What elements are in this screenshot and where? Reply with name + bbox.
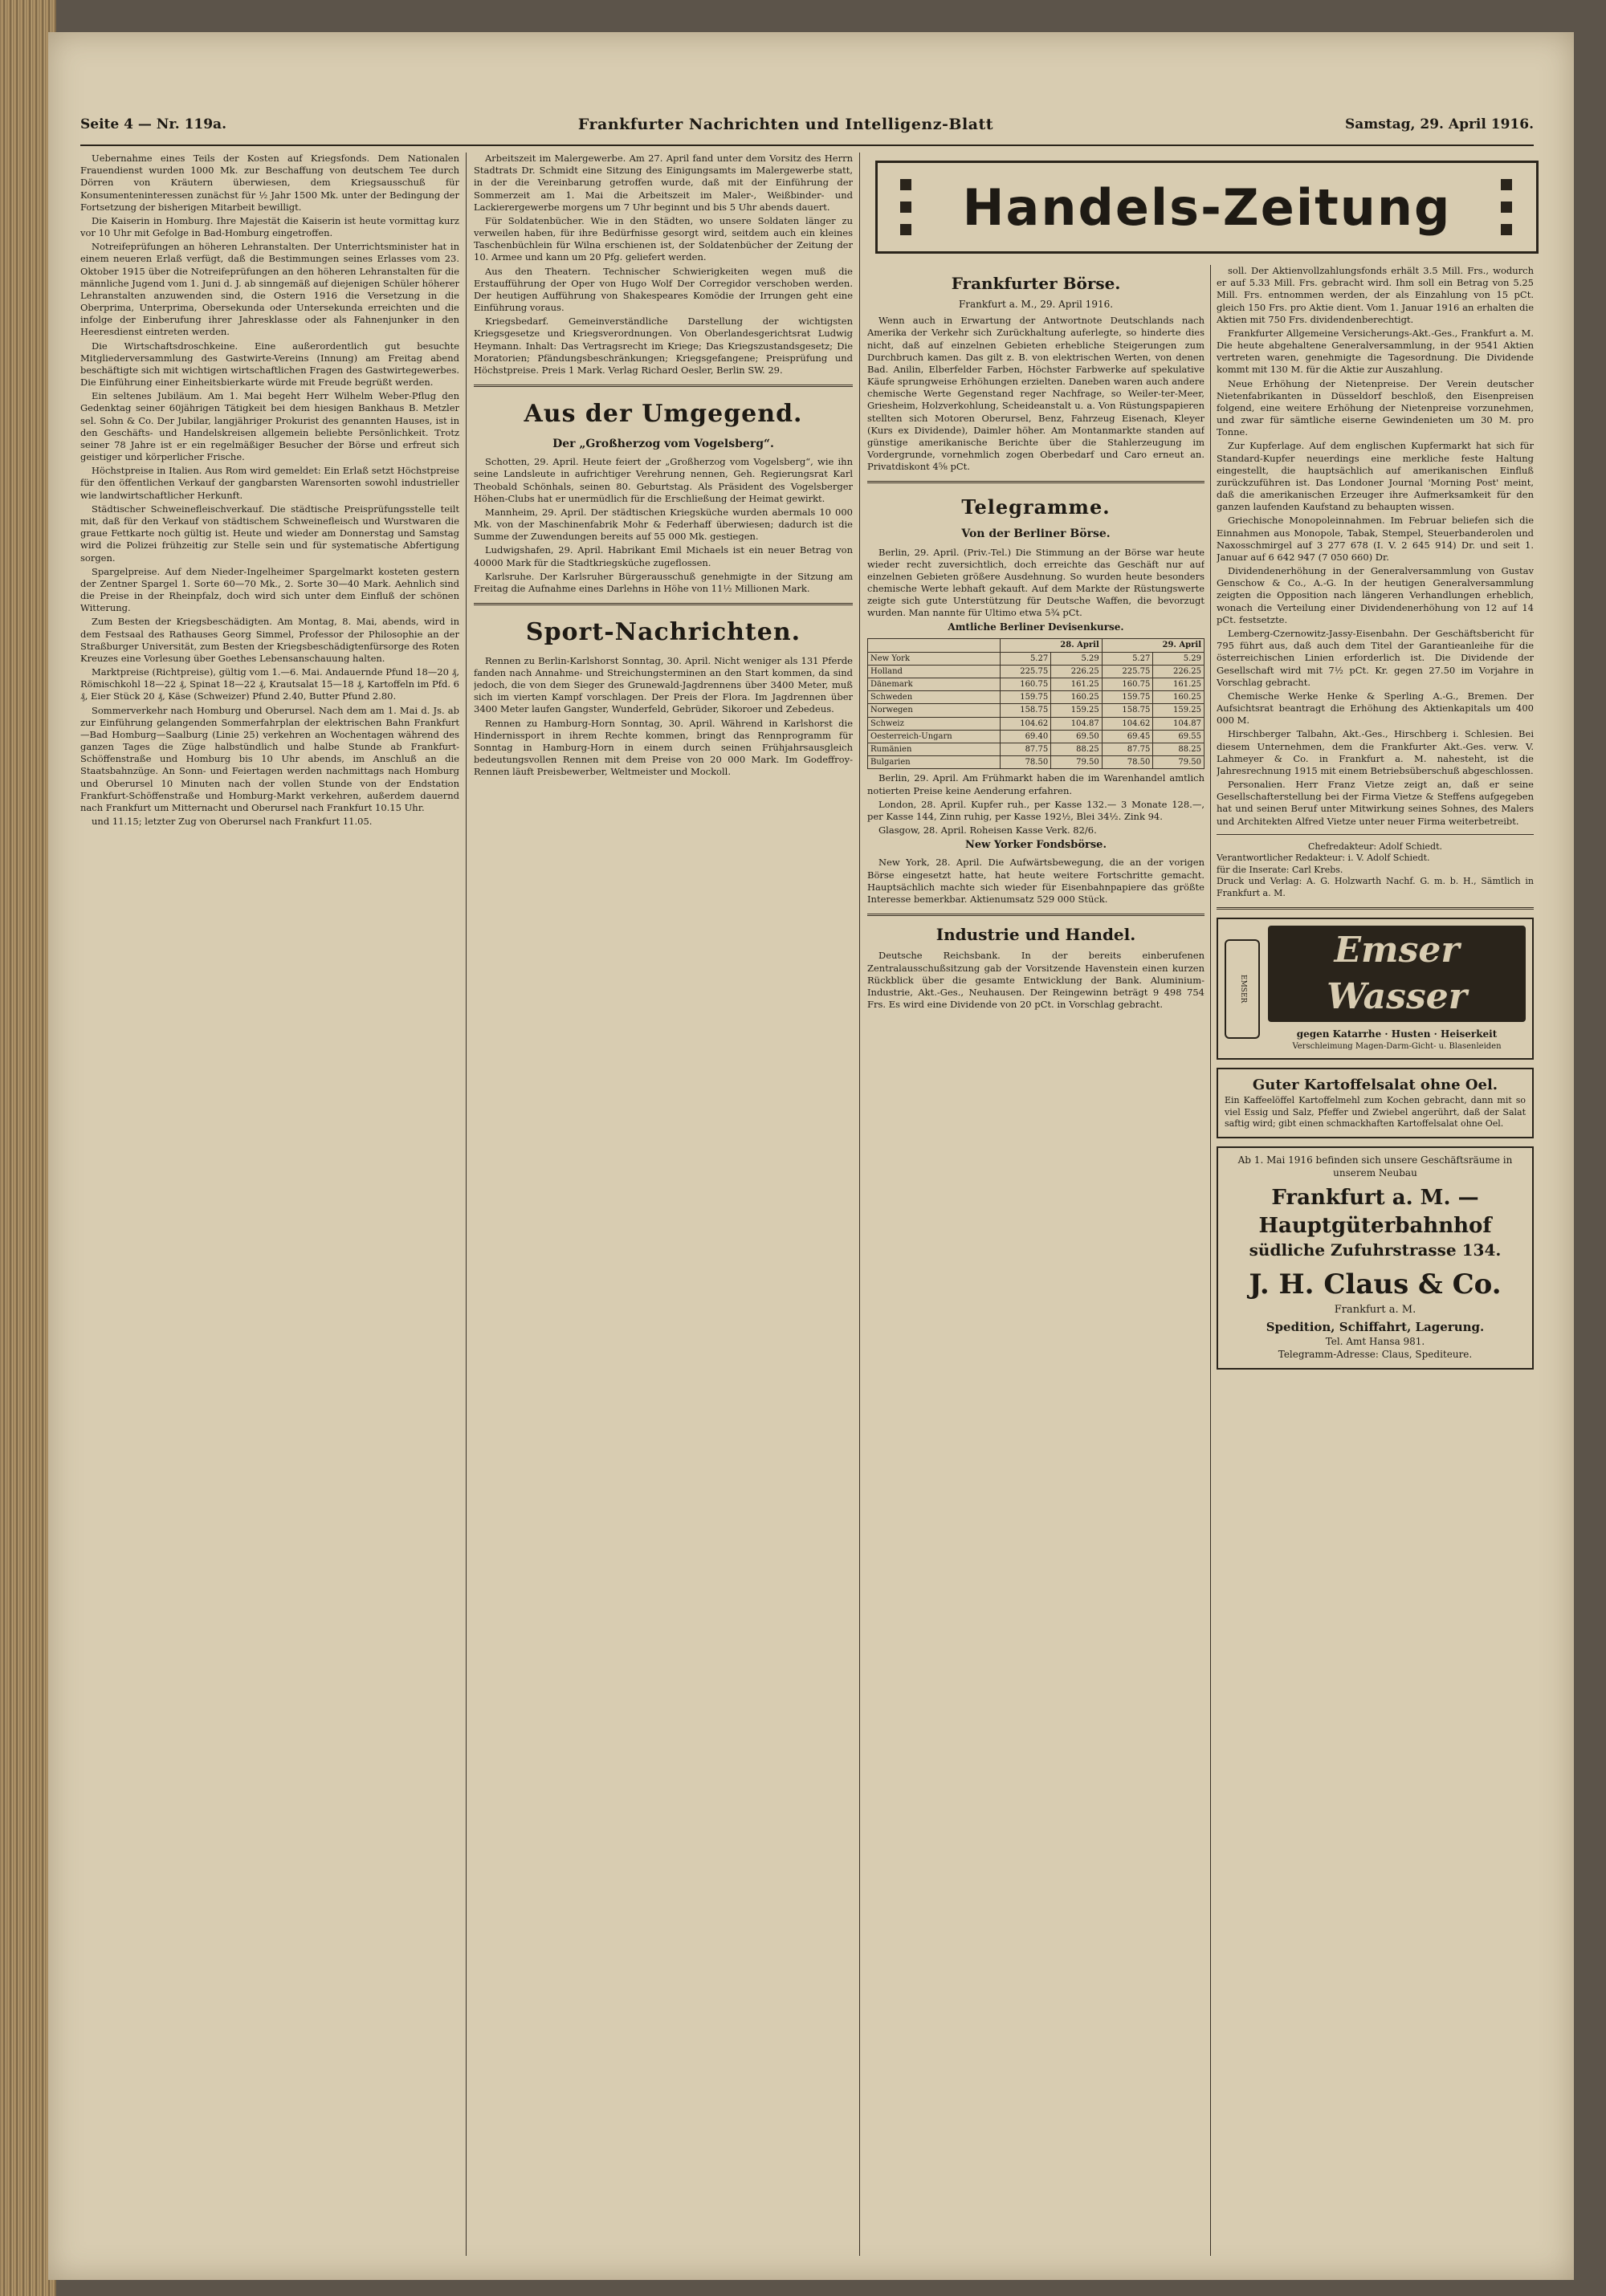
article-paragraph: Kriegsbedarf. Gemeinverständliche Darstellung der wichtigsten Kriegsgesetze und Kriegsverordnungen. Von Oberlandesgerichtsrat Ludwig Heymann. Inhalt: Das Vertragsrecht im Kriege; Das Kriegszustandsgesetz; Die Moratorien; Pfändungsbeschränkungen; Kriegsgefangene; Preisprüfung und Höchstpreise. Preis 1 Mark. Verlag Richard Oesler, Berlin SW. 29. [474, 315, 853, 376]
rate-cell: 104.62 [1000, 717, 1051, 730]
claus-intro: Ab 1. Mai 1916 befinden sich unsere Geschäftsräume in unserem Neubau [1237, 1154, 1513, 1179]
article-paragraph: Die Kaiserin in Homburg. Ihre Majestät die Kaiserin ist heute vormittag kurz vor 10 Uhr mit Gefolge in Bad-Homburg eingetroffen. [80, 214, 459, 239]
umgegend-subheading: Der „Großherzog vom Vogelsberg“. [552, 437, 774, 450]
article-paragraph: Sommerverkehr nach Homburg und Oberursel. Nach dem am 1. Mai d. Js. ab zur Einführung gelangenden Sommerfahrplan der elektrischen Bahn Frankfurt—Bad Homburg—Saalburg (Linie 25) verkehren an Wochentagen während des ganzen Tages die Züge halbstündlich und halbe Stunde ab Frankfurt-Schöffenstraße und Homburg bis 10 Uhr abends, im Anschluß an die Staatsbahnzüge. An Sonn- und Feiertagen werden nachmittags nach Homburg und Oberursel 10 Minuten nach der vollen Stunde von der Endstation Frankfurt-Schöffenstraße und Homburg-Markt verkehren, außerdem dauernd nach Frankfurt um Mitternacht und Oberursel nach Frankfurt 10.15 Uhr. [80, 704, 459, 813]
article-paragraph: Neue Erhöhung der Nietenpreise. Der Verein deutscher Nietenfabrikanten in Düsseldorf beschloß, den Eisenpreisen folgend, eine weitere Erhöhung der Nietenpreise vorzunehmen, und zwar für sämtliche eiserne Gewindenieten um 30 M. pro Tonne. [1217, 377, 1534, 438]
currency-name-cell: New York [868, 652, 1001, 665]
rate-cell: 69.40 [1000, 730, 1051, 743]
rate-cell: 226.25 [1153, 665, 1204, 678]
impressum-line: Chefredakteur: Adolf Schiedt. [1307, 841, 1443, 852]
section-rule [867, 914, 1204, 916]
rate-cell: 159.75 [1000, 691, 1051, 704]
currency-name-cell: Holland [868, 665, 1001, 678]
article-paragraph: Mannheim, 29. April. Der städtischen Kriegsküche wurden abermals 10 000 Mk. von der Maschinenfabrik Mohr & Federhaff überwiesen; dadurch ist die Summe der Zuwendungen bereits auf 55 000 Mk. gestiegen. [474, 506, 853, 543]
rate-cell: 104.62 [1102, 717, 1153, 730]
kartoffel-title: Guter Kartoffelsalat ohne Oel. [1252, 1077, 1498, 1094]
article-paragraph: Dividendenerhöhung in der Generalversammlung von Gustav Genschow & Co., A.-G. In der heutigen Generalversammlung zeigten die Opposition nach längeren Verhandlungen erheblich, wonach die Verteilung einer Dividendenerhöhung von 12 auf 14 pCt. festsetzte. [1217, 565, 1534, 625]
article-paragraph: Die Wirtschaftsdroschkeine. Eine außerordentlich gut besuchte Mitgliederversammlung des Gastwirte-Vereins (Innung) am Freitag abend beschäftigte sich mit wichtigen wirtschaftlichen Fragen des Gastwirtegewerbes. Die Einführung einer Einheitsbierkarte würde mit Freude begrüßt werden. [80, 340, 459, 389]
table-row [868, 704, 1204, 717]
currency-name-cell: Schweden [868, 691, 1001, 704]
table-row [868, 678, 1204, 691]
rate-cell: 69.45 [1102, 730, 1153, 743]
table-row [868, 730, 1204, 743]
currency-name-cell: Dänemark [868, 678, 1001, 691]
column-3 [867, 265, 1204, 2256]
emser-wordmark: Emser Wasser [1268, 926, 1526, 1022]
impressum [1217, 841, 1534, 900]
claus-tel: Tel. Amt Hansa 981. [1325, 1336, 1425, 1348]
article-paragraph: Zum Besten der Kriegsbeschädigten. Am Montag, 8. Mai, abends, wird in dem Festsaal des Rathauses Georg Simmel, Professor der Philosophie an der Straßburger Universität, zum Besten der Kriegsbeschädigtenfürsorge des Roten Kreuzes eine Vorlesung über Goethes Lebensanschauung halten. [80, 616, 459, 664]
rate-cell: 88.25 [1153, 743, 1204, 755]
rate-cell: 104.87 [1051, 717, 1103, 730]
column-divider [1210, 265, 1211, 2256]
table-row [868, 691, 1204, 704]
currency-name-cell: Bulgarien [868, 756, 1001, 769]
section-rule [474, 385, 853, 387]
industrie-heading: Industrie und Handel. [935, 925, 1136, 945]
rate-cell: 79.50 [1153, 756, 1204, 769]
emser-ad-row [1225, 926, 1526, 1052]
article-paragraph: Griechische Monopoleinnahmen. Im Februar beliefen sich die Einnahmen aus Monopole, Tabak, Stempel, Steuerbanderolen und Naxosschmirgel auf 3 277 678 (I. V. 2 645 914) Dr. und seit 1. Januar auf 6 642 947 (7 050 660) Dr. [1217, 515, 1534, 563]
rate-cell: 158.75 [1000, 704, 1051, 717]
article-paragraph: Zur Kupferlage. Auf dem englischen Kupfermarkt hat sich für Standard-Kupfer neuerdings eine merkliche feste Haltung eingestellt, die hauptsächlich auf amerikanischen Einfluß zurückzuführen ist. Das Londoner Journal 'Morning Post' meint, daß die amerikanischen Erzeuger ihre Aufmerksamkeit für den ganzen laufenden Kaufstand zu behaupten wissen. [1217, 440, 1534, 513]
article-paragraph: Frankfurter Allgemeine Versicherungs-Akt.-Ges., Frankfurt a. M. Die heute abgehaltene Generalversammlung, in der 9541 Aktien vertreten waren, genehmigte die Tagesordnung. Die Dividende kommt mit 130 M. für die Aktie zur Auszahlung. [1217, 327, 1534, 376]
article-paragraph: und 11.15; letzter Zug von Oberursel nach Frankfurt 11.05. [92, 816, 373, 828]
article-paragraph: Städtischer Schweinefleischverkauf. Die städtische Preisprüfungsstelle teilt mit, daß für den Verkauf von städtischem Schweinefleisch und Wurstwaren die graue Fettkarte noch gültig ist. Heute und wieder am Donnerstag und Samstag wird die Polizei frühzeitig zur Stelle sein und für systematische Abfertigung sorgen. [80, 503, 459, 564]
article-paragraph: Rennen zu Berlin-Karlshorst Sonntag, 30. April. Nicht weniger als 131 Pferde fanden nach Annahme- und Streichungsterminen an den Start kommen, da sind jedoch, die von dem Sieger des Grunewald-Jagdrennens über 3400 Meter, muß sich im vierten Kampf vorschlagen. Der Preis der Flora. Im Jagdrennen über 3400 Meter laufen Gangster, Wunderfeld, Gebrüder, Sikoroer und Zebedeus. [474, 654, 853, 715]
rate-cell: 78.50 [1000, 756, 1051, 769]
section-rule [1217, 907, 1534, 910]
emser-wasser-ad [1217, 918, 1534, 1060]
umgegend-heading: Aus der Umgegend. [524, 400, 803, 429]
sport-heading: Sport-Nachrichten. [525, 618, 801, 647]
section-rule [474, 603, 853, 605]
telegramme-heading: Telegramme. [961, 495, 1111, 519]
newyork-heading: New Yorker Fondsbörse. [965, 839, 1107, 852]
article-paragraph: New York, 28. April. Die Aufwärtsbewegung, die an der vorigen Börse eingesetzt hatte, hat heute weitere Fortschritte gemacht. Hauptsächlich machte sich wieder für Eisenbahnpapiere das größte Interesse bemerkbar. Aktienumsatz 529 000 Stück. [867, 857, 1204, 905]
rate-cell: 87.75 [1000, 743, 1051, 755]
rate-cell: 5.29 [1153, 652, 1204, 665]
rate-cell: 5.27 [1000, 652, 1051, 665]
banner-ornament [900, 179, 913, 235]
rate-cell: 88.25 [1051, 743, 1103, 755]
devisen-table [867, 638, 1204, 769]
rate-cell: 160.25 [1153, 691, 1204, 704]
article-paragraph: Notreifeprüfungen an höheren Lehranstalten. Der Unterrichtsminister hat in einem neueren Erlaß verfügt, daß die Bestimmungen seines Erlasses vom 23. Oktober 1915 über die Notreifeprüfungen an den höheren Lehranstalten für die männliche Jugend vom 1. Juni d. J. ab sinngemäß auf diejenigen Schüler höherer Lehranstalten anzuwenden sind, die Ostern 1916 die Versetzung in die Oberprima, Unterprima, Obersekunda oder Untersekunda erreichten und die infolge der Einberufung ihrer Jahresklasse oder als Fahnenjunker in den Heeresdienst eintreten werden. [80, 241, 459, 338]
emser-claim-2: Verschleimung Magen-Darm-Gicht- u. Blasenleiden [1292, 1042, 1502, 1052]
table-row [868, 652, 1204, 665]
newspaper-page [48, 32, 1574, 2280]
claus-firm: J. H. Claus & Co. [1249, 1268, 1502, 1301]
claus-place: Frankfurt a. M. — Hauptgüterbahnhof [1258, 1186, 1492, 1238]
column-divider [859, 153, 860, 2256]
kartoffelsalat-ad [1217, 1068, 1534, 1138]
table-row [868, 665, 1204, 678]
table-header-row [868, 639, 1204, 652]
rate-cell: 5.29 [1051, 652, 1103, 665]
impressum-line: für die Inserate: Carl Krebs. [1217, 864, 1343, 875]
article-paragraph: Rennen zu Hamburg-Horn Sonntag, 30. April. Während in Karlshorst die Hindernissport in ihrem Rechte kommen, bringt das Rennprogramm für Sonntag in Hamburg-Horn in einem durch seinen Frühjahrsausgleich bedeutungsvollen Rennen mit dem Preise von 20 000 Mark. Im Godeffroy-Rennen läuft Preisbewerber, Weltmeister und Mockoll. [474, 717, 853, 778]
bottle-icon: EMSER [1225, 939, 1260, 1039]
rate-cell: 160.75 [1000, 678, 1051, 691]
rate-cell: 160.25 [1051, 691, 1103, 704]
column-header: 29. April [1102, 639, 1204, 652]
article-paragraph: Aus den Theatern. Technischer Schwierigkeiten wegen muß die Erstaufführung der Oper von Hugo Wolf Der Corregidor verschoben werden. Der heutigen Aufführung von Shakespeares Komödie der Irrungen geht eine Einführung voraus. [474, 265, 853, 314]
rate-cell: 5.27 [1102, 652, 1153, 665]
devisen-heading: Amtliche Berliner Devisenkurse. [948, 621, 1124, 633]
rate-cell: 159.25 [1051, 704, 1103, 717]
column-header [868, 639, 1001, 652]
table-row [868, 743, 1204, 755]
rate-cell: 78.50 [1102, 756, 1153, 769]
article-paragraph: Schotten, 29. April. Heute feiert der „Großherzog vom Vogelsberg“, wie ihn seine Landsleute in aufrichtiger Verehrung nennen, Geh. Regierungsrat Karl Theobald Schönhals, seinen 80. Geburtstag. Als Präsident des Vogelsberger Höhen-Clubs hat er unermüdlich für die Erschließung der Heimat gewirkt. [474, 456, 853, 504]
currency-name-cell: Rumänien [868, 743, 1001, 755]
masthead-title: Frankfurter Nachrichten und Intelligenz-Blatt [577, 116, 994, 133]
section-rule [1217, 834, 1534, 835]
article-paragraph: Deutsche Reichsbank. In der bereits einberufenen Zentralausschußsitzung gab der Vorsitzende Havenstein einen kurzen Rückblick über die gesamte Entwicklung der Bank. Aluminium-Industrie, Akt.-Ges., Neuhausen. Der Reingewinn beträgt 9 498 754 Frs. Es wird eine Dividende von 20 pCt. in Vorschlag gebracht. [867, 950, 1204, 1011]
article-paragraph: Berlin, 29. April. (Priv.-Tel.) Die Stimmung an der Börse war heute wieder recht zuversichtlich, doch erreichte das Geschäft nur auf einzelnen Gebieten größere Ausdehnung. So wurden heute besonders chemische Werte lebhaft gekauft. Auf dem Markte der Rüstungswerte zeigte sich gute Unterstützung für Deutsche Waffen, die bevorzugt wurden. Man nannte für Ultimo etwa 5¾ pCt. [867, 546, 1204, 619]
article-paragraph: Hirschberger Talbahn, Akt.-Ges., Hirschberg i. Schlesien. Bei diesem Unternehmen, dem die Frankfurter Akt.-Ges. verw. V. Lahmeyer & Co. in Frankfurt a. M. nahesteht, ist die Jahresrechnung 1915 mit einem Betriebsüberschuß abgeschlossen. [1217, 728, 1534, 776]
article-paragraph: Chemische Werke Henke & Sperling A.-G., Bremen. Der Aufsichtsrat beantragt die Erhöhung des Aktienkapitals um 400 000 M. [1217, 690, 1534, 727]
rate-cell: 161.25 [1153, 678, 1204, 691]
column-divider [466, 153, 467, 2256]
article-paragraph: Ein seltenes Jubiläum. Am 1. Mai begeht Herr Wilhelm Weber-Pflug den Gedenktag seiner 60jährigen Tätigkeit bei dem hiesigen Bankhaus B. Metzler sel. Sohn & Co. Der Jubilar, langjähriger Prokurist des genannten Hauses, ist in den Geschäfts- und Handelskreisen allgemein beliebte Persönlichkeit. Trotz seiner 78 Jahre ist er ein regelmäßiger Besucher der Börse und erfreut sich geistiger und körperlicher Frische. [80, 390, 459, 463]
article-paragraph: Lemberg-Czernowitz-Jassy-Eisenbahn. Der Geschäftsbericht für 795 führt aus, daß auch dem Titel der Garantieanleihe für die österreichischen Linien erforderlich ist. Die Dividende der Gesellschaft wird mit 7½ pCt. Kr. gegen 27.50 im Vorjahre in Vorschlag gebracht. [1217, 627, 1534, 688]
article-paragraph: Für Soldatenbücher. Wie in den Städten, wo unsere Soldaten länger zu verweilen haben, für ihre Bedürfnisse gesorgt wird, seitdem auch ein kleines Taschenbüchlein für Wilna erschienen ist, der Soldatenbücher der Zeitung der 10. Armee und kann um 20 Pfg. geliefert werden. [474, 214, 853, 263]
article-paragraph: Berlin, 29. April. Am Frühmarkt haben die im Warenhandel amtlich notierten Preise keine Aenderung erfahren. [867, 772, 1204, 796]
claus-telegram: Telegramm-Adresse: Claus, Spediteure. [1278, 1349, 1473, 1361]
article-paragraph: Personalien. Herr Franz Vietze zeigt an, daß er seine Gesellschafterstellung bei der Firma Vietze & Steffens aufgegeben hat und seinen Beruf unter Mitwirkung seines Sohnes, des Malers und Architekten Alfred Vietze unter neuer Firma weiterbetreibt. [1217, 779, 1534, 827]
section-rule [867, 481, 1204, 483]
rate-cell: 79.50 [1051, 756, 1103, 769]
handels-title: Handels-Zeitung [962, 177, 1452, 237]
claus-ad [1217, 1146, 1534, 1370]
header-rule [80, 145, 1534, 146]
boerse-heading: Frankfurter Börse. [951, 274, 1121, 293]
article-paragraph: Glasgow, 28. April. Roheisen Kasse Verk. 82/6. [878, 824, 1097, 837]
article-paragraph: Uebernahme eines Teils der Kosten auf Kriegsfonds. Dem Nationalen Frauendienst wurden 1000 Mk. zur Beschaffung von deutschem Tee durch Dörren von Kräutern überwiesen, dem Kriegsausschuß für Konsumenteninteressen zunächst für ½ Jahr 1500 Mk. unter der Bedingung der Fortsetzung der bisherigen Mitarbeit bewilligt. [80, 153, 459, 213]
impressum-line: Druck und Verlag: A. G. Holzwarth Nachf. G. m. b. H., Sämtlich in Frankfurt a. M. [1217, 876, 1534, 898]
currency-name-cell: Norwegen [868, 704, 1001, 717]
article-paragraph: Arbeitszeit im Malergewerbe. Am 27. April fand unter dem Vorsitz des Herrn Stadtrats Dr. Schmidt eine Sitzung des Einigungsamts im Malergewerbe statt, in der die Vereinbarung getroffen wurde, daß mit der Einführung der Sommerzeit am 1. Mai die Arbeitszeit im Maler-, Weißbinder- und Lackierergewerbe morgens um 7 Uhr beginnt und bis 5 Uhr abends dauert. [474, 153, 853, 213]
currency-name-cell: Schweiz [868, 717, 1001, 730]
rate-cell: 159.75 [1102, 691, 1153, 704]
article-paragraph: Spargelpreise. Auf dem Nieder-Ingelheimer Spargelmarkt kosteten gestern der Zentner Spargel 1. Sorte 60—70 Mk., 2. Sorte 30—40 Mark. Aehnlich sind die Preise in der Rheinpfalz, doch wird sich unter dem Einfluß der schönen Witterung. [80, 565, 459, 614]
currency-name-cell: Oesterreich-Ungarn [868, 730, 1001, 743]
column-1 [80, 153, 459, 2256]
article-paragraph: Wenn auch in Erwartung der Antwortnote Deutschlands nach Amerika der Verkehr sich Zurückhaltung auferlegte, so hinderte dies nicht, daß auf einzelnen Gebieten erhebliche Steigerungen zum Durchbruch kamen. Das gilt z. B. von elektrischen Werten, von denen Bad. Anilin, Elberfelder Farben, Höchster Farbwerke auf spekulative Käufe sprungweise Erhöhungen erzielten. Daneben waren auch andere chemische Werte Gegenstand reger Nachfrage, so Weiler-ter-Meer, Griesheim, Holzverkohlung, Scheideanstalt u. a. Von Rüstungspapieren stellten sich Motoren Oberursel, Benz, Fahrzeug Eisenach, Kleyer (Kurs ex Dividende), Daimler höher. Am Montanmarkte standen auf günstige amerikanische Berichte über die Stahlerzeugung im Vordergrunde, vornehmlich zogen Oberbedarf und Caro erneut an. Privatdiskont 4⅝ pCt. [867, 315, 1204, 473]
handels-zeitung-banner [875, 161, 1539, 254]
kartoffel-text: Ein Kaffeelöffel Kartoffelmehl zum Kochen gebracht, dann mit so viel Essig und Salz, Pfeffer und Zwiebel angerührt, daß der Salat saftig wird; gibt einen schmackhaften Kartoffelsalat ohne Oel. [1225, 1095, 1526, 1130]
article-paragraph: soll. Der Aktienvollzahlungsfonds erhält 3.5 Mill. Frs., wodurch er auf 5.33 Mill. Frs. gebracht wird. Ihm soll ein Betrag von 5.25 Mill. Frs. entnommen werden, der als Einzahlung von 15 pCt. gleich 150 Frs. pro Aktie dient. Vom 1. Januar 1916 an erhalten die Aktien mit 750 Frs. dividendenberechtigt. [1217, 265, 1534, 325]
article-paragraph: Höchstpreise in Italien. Aus Rom wird gemeldet: Ein Erlaß setzt Höchstpreise für den öffentlichen Verkauf der gangbarsten Warensorten sowohl industrieller wie landwirtschaftlicher Herkunft. [80, 465, 459, 501]
issue-date: Samstag, 29. April 1916. [1344, 116, 1534, 132]
article-paragraph: London, 28. April. Kupfer ruh., per Kasse 132.— 3 Monate 128.—, per Kasse 144, Zinn ruhig, per Kasse 192½, Blei 34½. Zink 94. [867, 798, 1204, 822]
claus-services: Spedition, Schiffahrt, Lagerung. [1266, 1320, 1485, 1335]
article-paragraph: Karlsruhe. Der Karlsruher Bürgerausschuß genehmigte in der Sitzung am Freitag die Aufnahme eines Darlehns in Höhe von 11½ Millionen Mark. [474, 570, 853, 594]
claus-city: Frankfurt a. M. [1334, 1304, 1416, 1317]
impressum-line: Verantwortlicher Redakteur: i. V. Adolf Schiedt. [1217, 853, 1430, 864]
table-row [868, 717, 1204, 730]
rate-cell: 69.55 [1153, 730, 1204, 743]
article-paragraph: Ludwigshafen, 29. April. Habrikant Emil Michaels ist ein neuer Betrag von 40000 Mark für die Stadtkriegsküche zugeflossen. [474, 544, 853, 568]
banner-ornament [1501, 179, 1514, 235]
page-header [80, 108, 1534, 140]
rate-cell: 69.50 [1051, 730, 1103, 743]
rate-cell: 104.87 [1153, 717, 1204, 730]
rate-cell: 159.25 [1153, 704, 1204, 717]
rate-cell: 87.75 [1102, 743, 1153, 755]
boerse-dateline: Frankfurt a. M., 29. April 1916. [958, 299, 1114, 311]
rate-cell: 225.75 [1000, 665, 1051, 678]
rate-cell: 161.25 [1051, 678, 1103, 691]
berliner-boerse-subheading: Von der Berliner Börse. [961, 527, 1111, 541]
rate-cell: 226.25 [1051, 665, 1103, 678]
column-header: 28. April [1000, 639, 1102, 652]
page-number: Seite 4 — Nr. 119a. [80, 116, 226, 132]
claus-street: südliche Zufuhrstrasse 134. [1249, 1240, 1502, 1260]
article-paragraph: Marktpreise (Richtpreise), gültig vom 1.—6. Mai. Andauernde Pfund 18—20 ₰, Römischkohl 18—22 ₰, Spinat 18—22 ₰, Krautsalat 15—18 ₰, Kartoffeln im Pfd. 6 ₰, Eier Stück 20 ₰, Käse (Schweizer) Pfund 2.40, Butter Pfund 2.80. [80, 666, 459, 702]
rate-cell: 225.75 [1102, 665, 1153, 678]
table-row [868, 756, 1204, 769]
emser-claim: gegen Katarrhe · Husten · Heiserkeit [1296, 1028, 1498, 1040]
rate-cell: 160.75 [1102, 678, 1153, 691]
rate-cell: 158.75 [1102, 704, 1153, 717]
column-2 [474, 153, 853, 2256]
column-4 [1217, 265, 1534, 2256]
